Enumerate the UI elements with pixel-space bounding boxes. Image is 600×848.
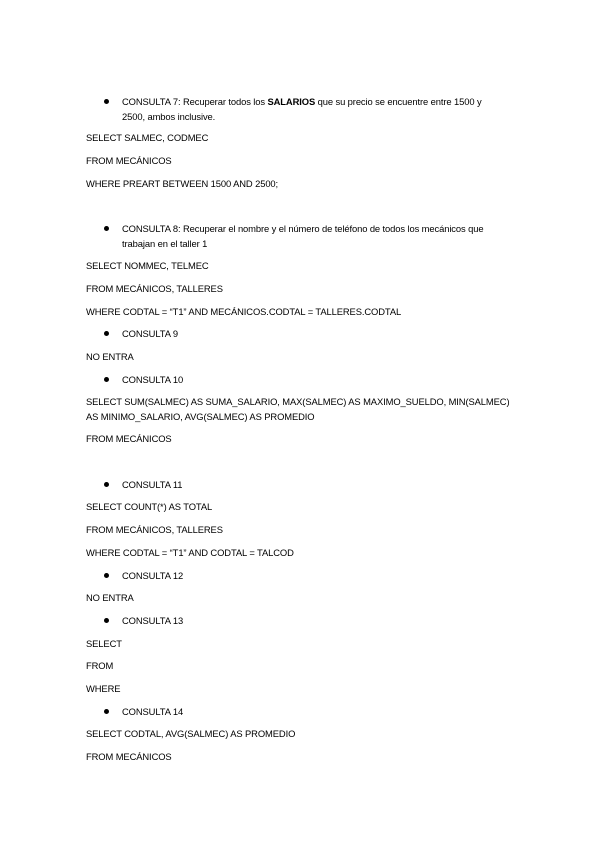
sql-line: SELECT NOMMEC, TELMEC: [86, 260, 209, 271]
bullet-consulta-7: [122, 95, 482, 109]
sql-line: WHERE CODTAL = “T1” AND MECÁNICOS.CODTAL = TALLERES.CODTAL: [86, 306, 402, 317]
bullet-consulta-8-cont: trabajan en el taller 1: [122, 238, 208, 249]
sql-line: FROM MECÁNICOS, TALLERES: [86, 283, 223, 294]
bullet-consulta-14: CONSULTA 14: [122, 706, 184, 717]
sql-line: AS MINIMO_SALARIO, AVG(SALMEC) AS PROMEDIO: [86, 411, 315, 422]
bullet-consulta-7-cont: 2500, ambos inclusive.: [122, 111, 216, 122]
sql-line: SELECT CODTAL, AVG(SALMEC) AS PROMEDIO: [86, 728, 296, 739]
sql-line: FROM MECÁNICOS: [86, 751, 172, 762]
sql-line: SELECT SALMEC, CODMEC: [86, 132, 209, 143]
sql-line: FROM MECÁNICOS, TALLERES: [86, 524, 223, 535]
text-line: NO ENTRA: [86, 592, 134, 603]
text-span: CONSULTA 7: Recuperar todos los: [122, 96, 268, 107]
bullet-consulta-11: CONSULTA 11: [122, 479, 183, 490]
sql-line: FROM: [86, 660, 114, 671]
bullet-consulta-10: CONSULTA 10: [122, 374, 184, 385]
bullet-consulta-8: CONSULTA 8: Recuperar el nombre y el número de teléfono de todos los mecánicos que: [122, 223, 484, 234]
sql-line: WHERE CODTAL = “T1” AND CODTAL = TALCOD: [86, 547, 294, 558]
sql-line: SELECT: [86, 638, 122, 649]
bullet-consulta-13: CONSULTA 13: [122, 615, 184, 626]
sql-line: FROM MECÁNICOS: [86, 155, 172, 166]
sql-line: SELECT COUNT(*) AS TOTAL: [86, 501, 213, 512]
sql-line: FROM MECÁNICOS: [86, 433, 172, 444]
bullet-consulta-9: CONSULTA 9: [122, 328, 178, 339]
text-line: NO ENTRA: [86, 351, 134, 362]
sql-line: WHERE PREART BETWEEN 1500 AND 2500;: [86, 178, 279, 189]
bold-salarios: SALARIOS: [267, 96, 316, 107]
bullet-consulta-12: CONSULTA 12: [122, 570, 184, 581]
sql-line: SELECT SUM(SALMEC) AS SUMA_SALARIO, MAX(SALMEC) AS MAXIMO_SUELDO, MIN(SALMEC): [86, 396, 510, 407]
sql-line: WHERE: [86, 683, 121, 694]
text-span: que su precio se encuentre entre 1500 y: [315, 96, 482, 107]
